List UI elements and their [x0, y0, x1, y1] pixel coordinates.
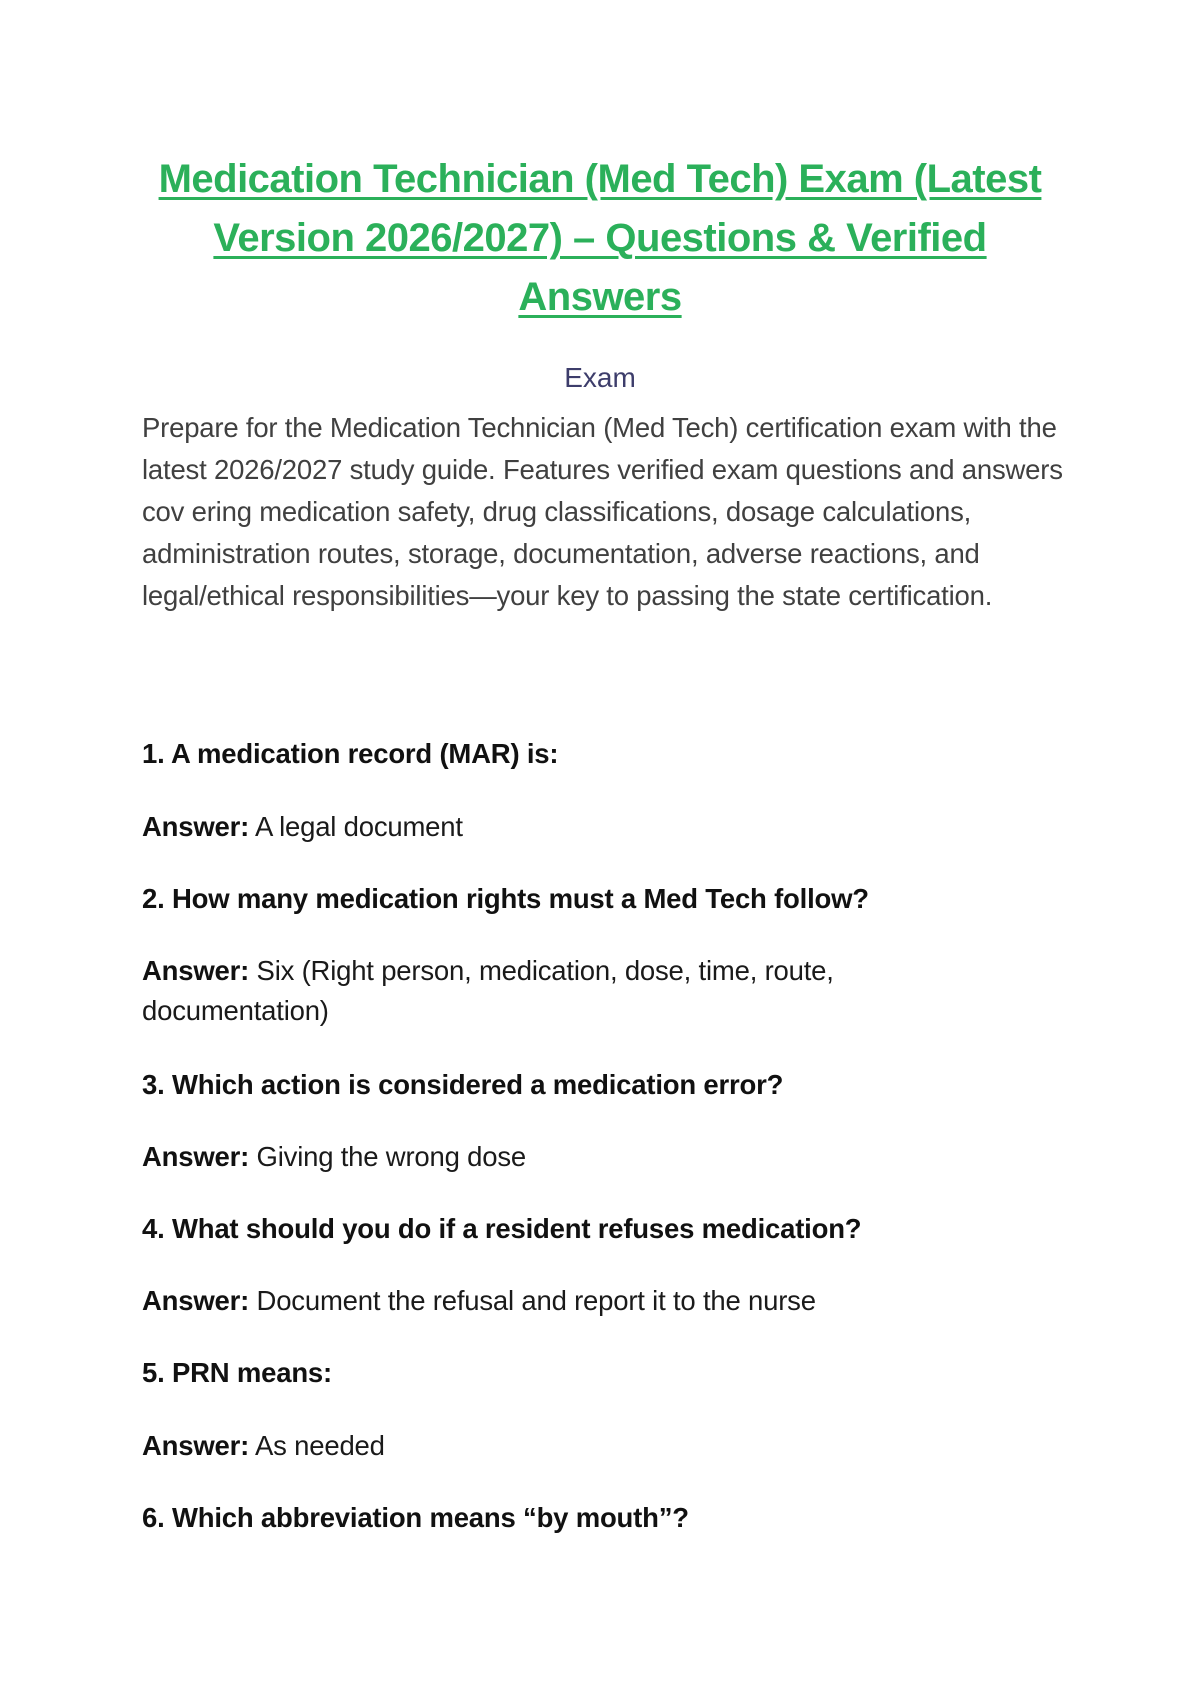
answer-text: Six (Right person, medication, dose, time, route, documentation)	[142, 955, 834, 1026]
question-3: 3. Which action is considered a medication error?	[142, 1069, 784, 1100]
document-subtitle: Exam	[564, 362, 636, 393]
answer-2	[142, 951, 1022, 1031]
question-6: 6. Which abbreviation means “by mouth”?	[142, 1502, 689, 1533]
answer-label: Answer:	[142, 1430, 250, 1461]
question-4: 4. What should you do if a resident refuses medication?	[142, 1213, 862, 1244]
answer-1	[142, 807, 1022, 847]
answer-text: As needed	[249, 1430, 385, 1461]
answer-label: Answer:	[142, 1141, 250, 1172]
answer-text: Giving the wrong dose	[249, 1141, 526, 1172]
answer-3	[142, 1137, 1022, 1177]
answer-text: A legal document	[249, 811, 463, 842]
answer-label: Answer:	[142, 955, 250, 986]
answer-5	[142, 1426, 1022, 1466]
answer-label: Answer:	[142, 811, 250, 842]
question-1: 1. A medication record (MAR) is:	[142, 738, 559, 769]
question-5: 5. PRN means:	[142, 1357, 332, 1388]
document-title: Medication Technician (Med Tech) Exam (Latest Version 2026/2027) – Questions & Verified Answers	[158, 157, 1042, 319]
answer-label: Answer:	[142, 1285, 250, 1316]
answer-4	[142, 1281, 1022, 1321]
answer-text: Document the refusal and report it to the nurse	[249, 1285, 816, 1316]
intro-paragraph: Prepare for the Medication Technician (Med Tech) certification exam with the latest 2026/2027 study guide. Features verified exam questions and answers cov ering medication safety, drug classifications, dosage calculations, administration routes, storage, documentation, adverse reactions, and legal/ethical responsibilities—your key to passing the state certification.	[142, 412, 1063, 611]
question-2: 2. How many medication rights must a Med Tech follow?	[142, 883, 869, 914]
